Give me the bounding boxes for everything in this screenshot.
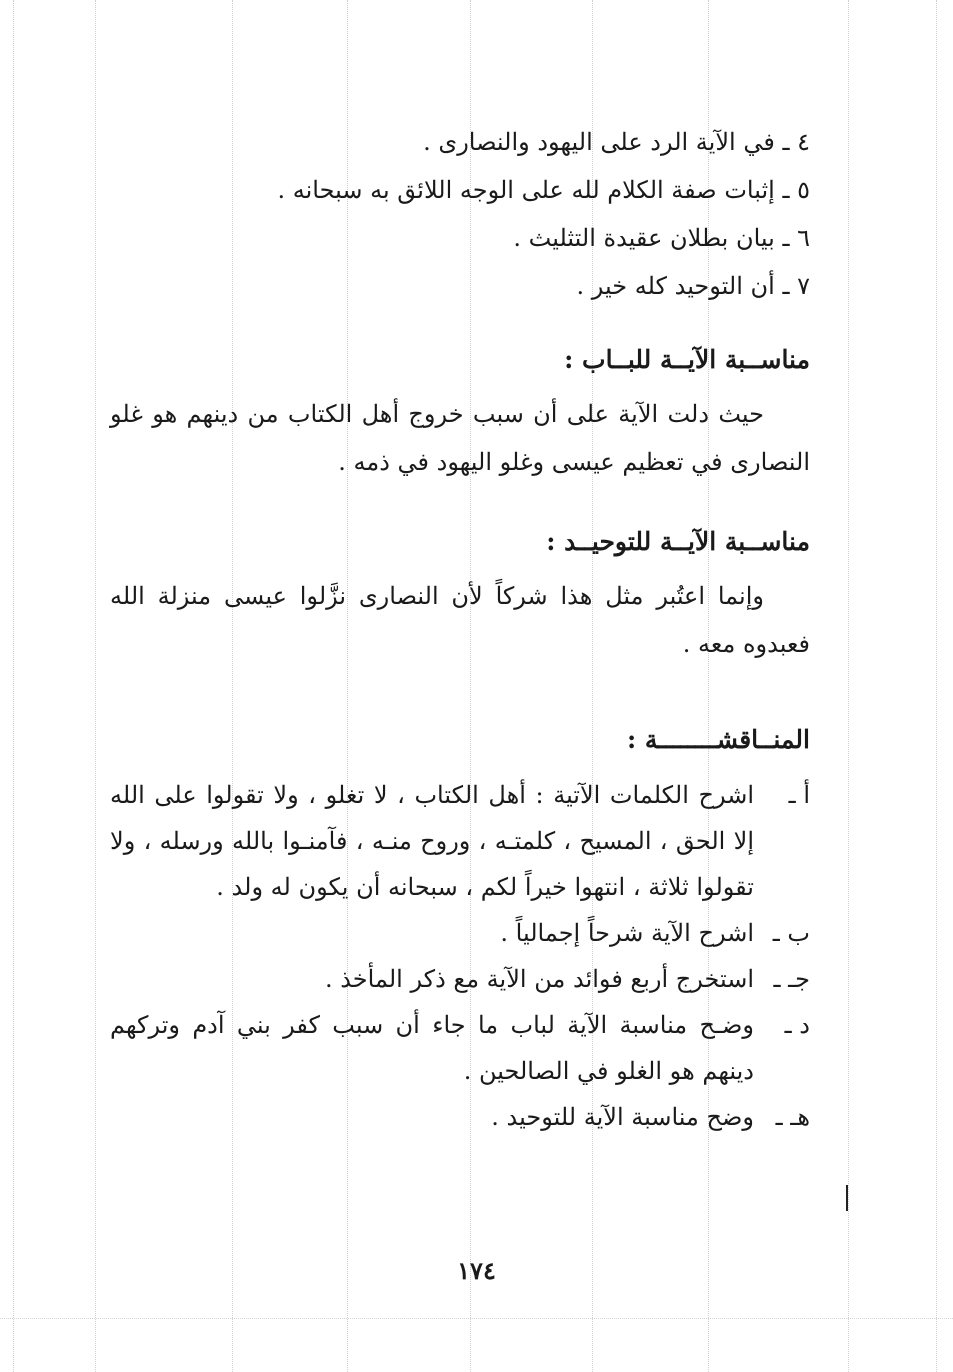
question-item	[110, 1002, 810, 1094]
section-paragraph: وإنما اعتُبر مثل هذا شركاً لأن النصارى نزَّلوا عيسى منزلة الله فعبدوه معه .	[110, 582, 810, 658]
section-relevance-tawhid	[110, 522, 810, 668]
question-text: وضح مناسبة الآية للتوحيد .	[491, 1103, 754, 1131]
question-letter: د ـ	[784, 1011, 810, 1039]
page-number: ١٧٤	[457, 1256, 496, 1285]
question-letter: جـ ـ	[773, 965, 810, 993]
scan-guide-line	[936, 0, 937, 1372]
section-heading: المنــاقشــــــــة :	[626, 725, 810, 754]
section-paragraph: حيث دلت الآية على أن سبب خروج أهل الكتاب من دينهم هو غلو النصارى في تعظيم عيسى وغلو اليهود في ذمه .	[110, 400, 810, 476]
question-letter: هـ ـ	[775, 1103, 810, 1131]
scan-guide-line	[0, 1318, 953, 1319]
question-item	[110, 910, 810, 956]
benefit-item: ٤ ـ في الآية الرد على اليهود والنصارى .	[423, 128, 810, 156]
benefit-item: ٦ ـ بيان بطلان عقيدة التثليث .	[513, 224, 810, 252]
question-text: استخرج أربع فوائد من الآية مع ذكر المأخذ .	[324, 965, 754, 993]
question-letter: ب ـ	[772, 919, 810, 947]
benefit-item: ٧ ـ أن التوحيد كله خير .	[576, 272, 810, 300]
questions-list	[110, 772, 810, 1140]
scan-guide-line	[848, 0, 849, 1372]
benefit-item: ٥ ـ إثبات صفة الكلام لله على الوجه اللائق به سبحانه .	[277, 176, 810, 204]
question-text: اشرح الآية شرحاً إجمالياً .	[500, 919, 754, 947]
scan-guide-line	[13, 0, 14, 1372]
section-relevance-chapter	[110, 340, 810, 486]
margin-mark	[846, 1185, 848, 1211]
question-item	[110, 1094, 810, 1140]
question-letter: أ ـ	[788, 781, 810, 809]
question-item	[110, 956, 810, 1002]
question-item	[110, 772, 810, 910]
section-discussion	[110, 720, 810, 1140]
section-heading: مناســبة الآيــة للتوحيــد :	[546, 527, 810, 556]
question-text: اشرح الكلمات الآتية : أهل الكتاب ، لا تغلو ، ولا تقولوا على الله إلا الحق ، المسيح ، كلمتـه ، وروح منـه ، فآمنـوا بالله ورسله ، ولا تقولوا ثلاثة ، انتهوا خيراً لكم ، سبحانه أن يكون له ولد .	[110, 781, 754, 901]
question-text: وضـح مناسبة الآية لباب ما جاء أن سبب كفر بني آدم وتركهم دينهم هو الغلو في الصالحين .	[110, 1011, 754, 1085]
scan-guide-line	[95, 0, 96, 1372]
section-heading: مناســبة الآيــة للبــاب :	[564, 345, 810, 374]
page-content	[110, 118, 810, 1140]
benefits-list	[110, 118, 810, 310]
